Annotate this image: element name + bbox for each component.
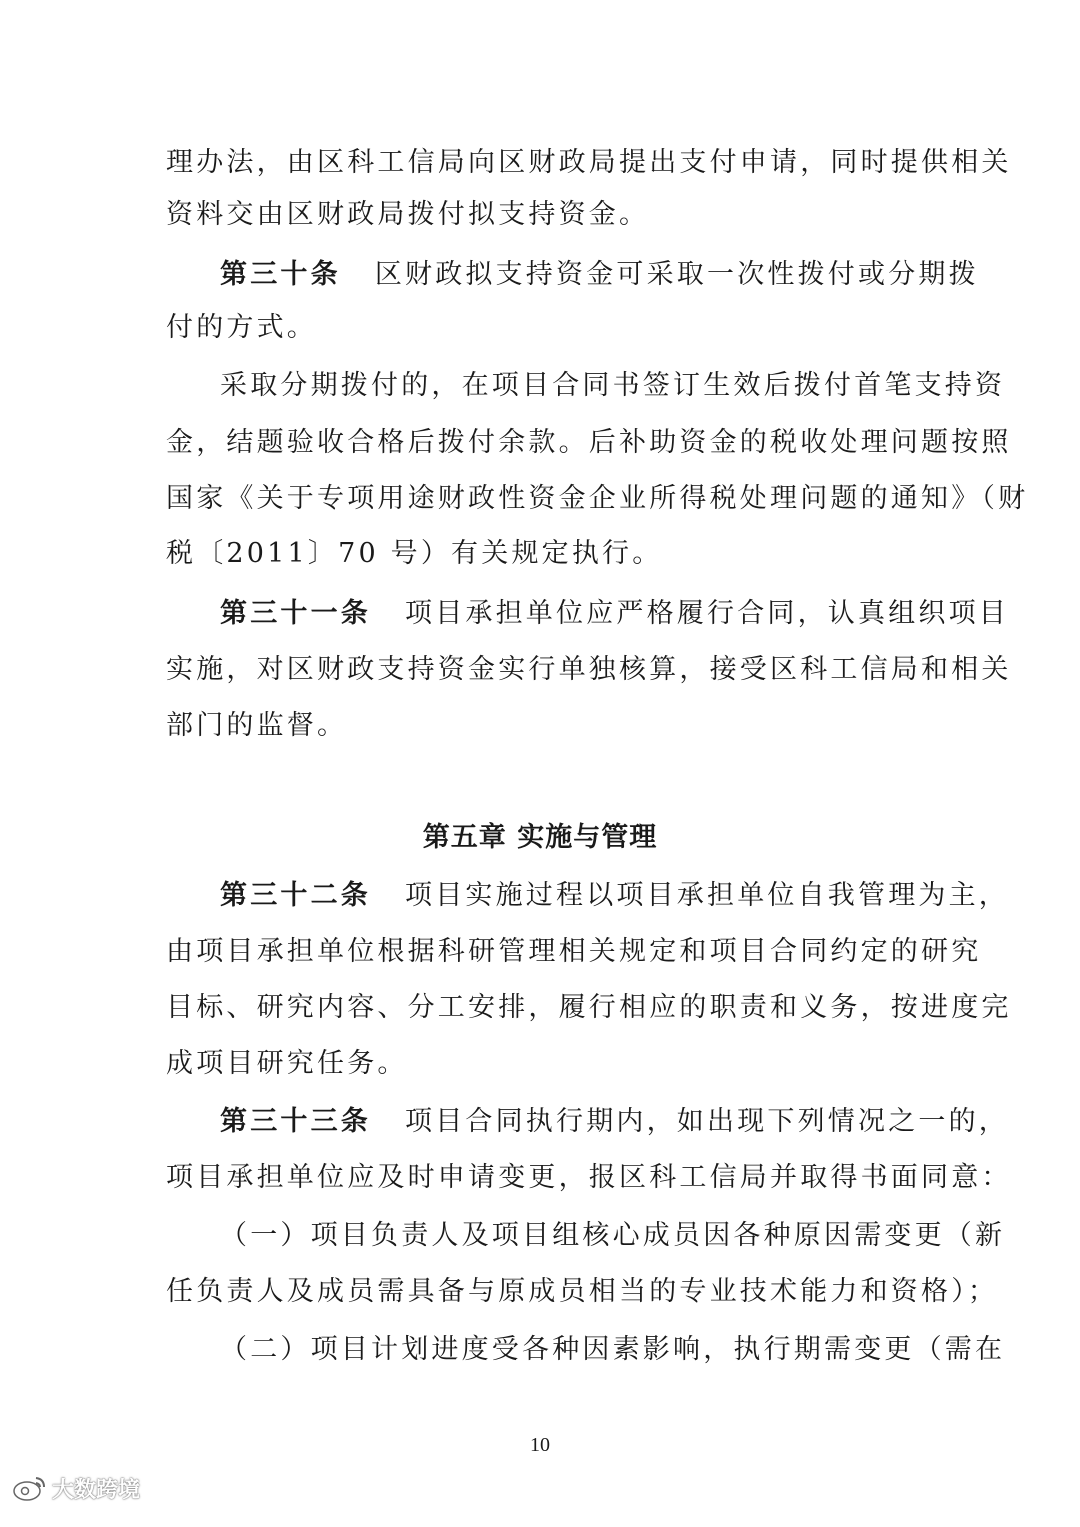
text-line: 资料交由区财政局拨付拟支持资金。 [166,199,650,230]
article-31 [220,594,1009,634]
article-text: 项目承担单位应严格履行合同，认真组织项目 [405,598,1009,629]
text-line: 理办法，由区科工信局向区财政局提出支付申请，同时提供相关 [166,147,1012,178]
article-32 [220,876,1009,916]
text-line: 国家《关于专项用途财政性资金企业所得税处理问题的通知》（财 [166,483,1029,514]
text-line: 由项目承担单位根据科研管理相关规定和项目合同约定的研究 [166,936,982,967]
article-text: 项目合同执行期内，如出现下列情况之一的， [405,1106,1009,1137]
article-heading: 第三十三条 [220,1106,371,1137]
text-line: 税〔2011〕70 号）有关规定执行。 [166,538,663,569]
page-number: 10 [530,1434,550,1456]
chapter-title: 第五章 实施与管理 [422,822,658,853]
text-line: 成项目研究任务。 [166,1048,408,1079]
article-30 [220,255,979,295]
text-line: 目标、研究内容、分工安排，履行相应的职责和义务，按进度完 [166,992,1012,1023]
article-heading: 第三十条 [220,259,341,290]
text-line: 付的方式。 [166,312,317,343]
text-line: 任负责人及成员需具备与原成员相当的专业技术能力和资格）； [166,1276,999,1307]
article-text: 区财政拟支持资金可采取一次性拨付或分期拨 [374,259,979,290]
article-heading: 第三十二条 [220,880,371,911]
text-line: 采取分期拨付的，在项目合同书签订生效后拨付首笔支持资 [220,370,1006,401]
article-text: 项目实施过程以项目承担单位自我管理为主， [405,880,1009,911]
watermark [12,1466,140,1510]
watermark-text: 大数跨境 [52,1477,141,1503]
text-line: 部门的监督。 [166,710,348,741]
text-line: 金，结题验收合格后拨付余款。后补助资金的税收处理问题按照 [166,427,1012,458]
text-line: 项目承担单位应及时申请变更，报区科工信局并取得书面同意： [166,1162,1012,1193]
article-33 [220,1102,1009,1142]
article-heading: 第三十一条 [220,598,371,629]
text-line: （一）项目负责人及项目组核心成员因各种原因需变更（新 [220,1220,1006,1251]
weibo-icon [12,1474,48,1502]
text-line: （二）项目计划进度受各种因素影响，执行期需变更（需在 [220,1334,1006,1365]
text-line: 实施，对区财政支持资金实行单独核算，接受区科工信局和相关 [166,654,1012,685]
